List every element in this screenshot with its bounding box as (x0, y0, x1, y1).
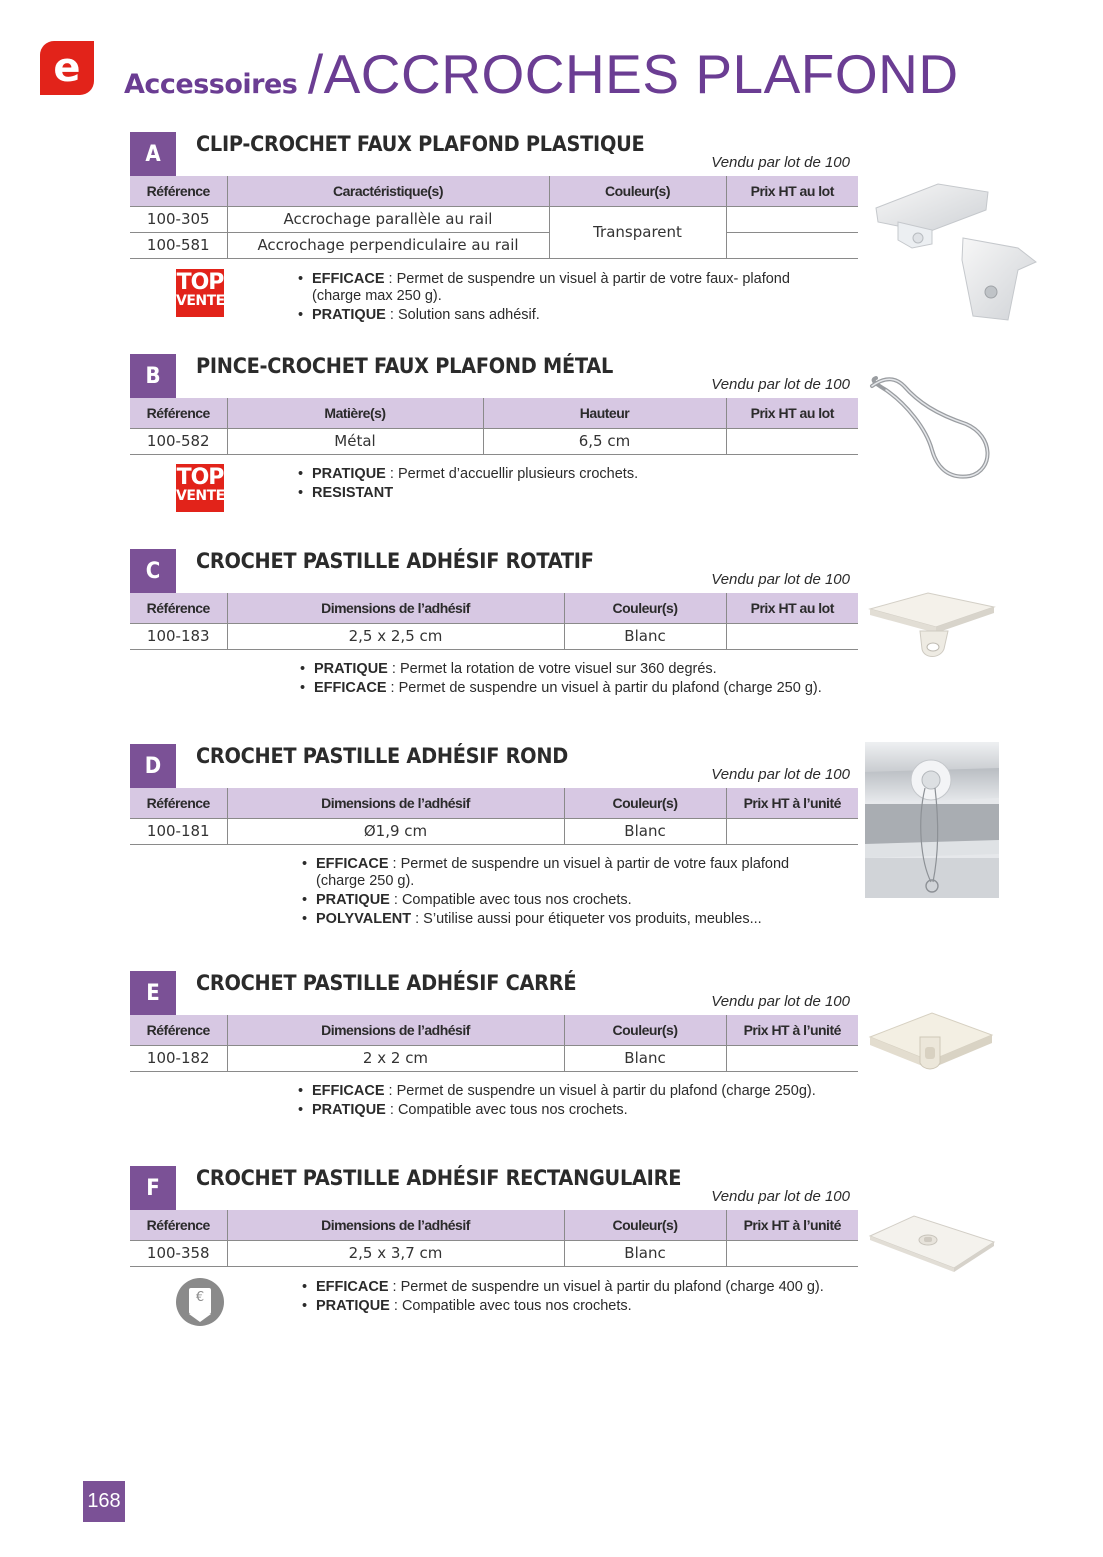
column-header: Caractéristique(s) (227, 176, 549, 206)
column-header: Hauteur (483, 398, 726, 428)
column-header: Matière(s) (227, 398, 483, 428)
badge-line-1: TOP (176, 270, 224, 295)
rotating-adhesive-hook-image (866, 587, 998, 665)
feature-list (300, 661, 822, 699)
sold-by-note: Vendu par lot de 100 (711, 1188, 850, 1205)
column-header: Référence (130, 788, 227, 818)
spec-cell: Métal (227, 428, 483, 454)
table-row (130, 623, 858, 649)
column-header: Prix HT au lot (726, 398, 858, 428)
spec-cell: 2,5 x 3,7 cm (227, 1240, 564, 1266)
feature-item: • EFFICACE : Permet de suspendre un visuel à partir de votre faux- plafond (charge max 250 g). (298, 271, 790, 305)
column-header: Prix HT à l’unité (726, 1210, 858, 1240)
section-title: CROCHET PASTILLE ADHÉSIF CARRÉ (196, 971, 577, 995)
column-header: Prix HT au lot (726, 593, 858, 623)
section-letter: B (130, 354, 176, 400)
color-cell: Transparent (549, 206, 726, 258)
table-row (130, 232, 858, 258)
product-table (130, 176, 858, 259)
reference-cell: 100-182 (130, 1045, 227, 1071)
page-title: /ACCROCHES PLAFOND (307, 43, 959, 105)
feature-item: • RESISTANT (298, 485, 638, 502)
section-letter: D (130, 744, 176, 790)
reference-cell: 100-358 (130, 1240, 227, 1266)
product-table (130, 593, 858, 650)
feature-item: • EFFICACE : Permet de suspendre un visuel à partir du plafond (charge 400 g). (302, 1279, 824, 1296)
price-cell (726, 1045, 858, 1071)
spec-cell: Accrochage perpendiculaire au rail (227, 232, 549, 258)
column-header: Couleur(s) (564, 1015, 726, 1045)
badge-line-1: TOP (176, 465, 224, 490)
top-vente-badge (176, 464, 224, 512)
price-tag-icon (176, 1278, 224, 1326)
price-cell (726, 232, 858, 258)
column-header: Couleur(s) (564, 788, 726, 818)
reference-cell: 100-181 (130, 818, 227, 844)
color-cell: Blanc (564, 623, 726, 649)
sold-by-note: Vendu par lot de 100 (711, 154, 850, 171)
product-table (130, 1015, 858, 1072)
feature-list (302, 1279, 824, 1317)
badge-line-2: VENTE (176, 293, 225, 309)
height-cell: 6,5 cm (483, 428, 726, 454)
table-row (130, 1045, 858, 1071)
brand-logo-letter: e (53, 45, 81, 91)
section-letter: F (130, 1166, 176, 1212)
table-header-row (130, 1210, 858, 1240)
color-cell: Blanc (564, 1240, 726, 1266)
feature-list (298, 1083, 816, 1121)
color-cell: Blanc (564, 818, 726, 844)
column-header: Référence (130, 176, 227, 206)
product-table (130, 1210, 858, 1267)
plastic-ceiling-clip-image (868, 170, 1043, 330)
table-header-row (130, 593, 858, 623)
table-header-row (130, 788, 858, 818)
column-header: Couleur(s) (549, 176, 726, 206)
feature-item: • PRATIQUE : Permet la rotation de votre visuel sur 360 degrés. (300, 661, 822, 678)
metal-wire-hook-image (866, 374, 998, 484)
table-row (130, 1240, 858, 1266)
feature-item: • EFFICACE : Permet de suspendre un visuel à partir de votre faux plafond (charge 250 g). (302, 856, 789, 890)
color-cell: Blanc (564, 1045, 726, 1071)
product-table (130, 788, 858, 845)
table-header-row (130, 176, 858, 206)
round-adhesive-hook-photo (865, 742, 999, 898)
price-cell (726, 1240, 858, 1266)
feature-list (298, 466, 638, 504)
column-header: Prix HT à l’unité (726, 1015, 858, 1045)
sold-by-note: Vendu par lot de 100 (711, 376, 850, 393)
feature-list (302, 856, 789, 930)
section-title: CROCHET PASTILLE ADHÉSIF ROTATIF (196, 549, 594, 573)
feature-item: • EFFICACE : Permet de suspendre un visuel à partir du plafond (charge 250 g). (300, 680, 822, 697)
page-header (124, 42, 959, 104)
rectangular-adhesive-hook-image (866, 1212, 998, 1276)
badge-line-2: VENTE (176, 488, 225, 504)
reference-cell: 100-183 (130, 623, 227, 649)
spec-cell: Accrochage parallèle au rail (227, 206, 549, 232)
price-cell (726, 818, 858, 844)
price-cell (726, 206, 858, 232)
feature-item: • PRATIQUE : Permet d’accuellir plusieurs crochets. (298, 466, 638, 483)
section-title: CLIP-CROCHET FAUX PLAFOND PLASTIQUE (196, 132, 645, 156)
feature-item: • POLYVALENT : S’utilise aussi pour étiqueter vos produits, meubles... (302, 911, 789, 928)
spec-cell: 2,5 x 2,5 cm (227, 623, 564, 649)
section-title: PINCE-CROCHET FAUX PLAFOND MÉTAL (196, 354, 614, 378)
column-header: Dimensions de l’adhésif (227, 788, 564, 818)
brand-logo (40, 41, 94, 95)
feature-item: • PRATIQUE : Compatible avec tous nos crochets. (298, 1102, 816, 1119)
square-adhesive-hook-image (866, 1007, 996, 1087)
section-letter: C (130, 549, 176, 595)
section-title: CROCHET PASTILLE ADHÉSIF ROND (196, 744, 568, 768)
column-header: Dimensions de l’adhésif (227, 1015, 564, 1045)
reference-cell: 100-582 (130, 428, 227, 454)
header-subtitle: Accessoires (124, 69, 298, 100)
section-letter: A (130, 132, 176, 178)
feature-item: • PRATIQUE : Compatible avec tous nos crochets. (302, 1298, 824, 1315)
table-row (130, 206, 858, 232)
column-header: Dimensions de l’adhésif (227, 1210, 564, 1240)
euro-symbol: € (195, 1290, 205, 1305)
column-header: Référence (130, 1015, 227, 1045)
price-cell (726, 623, 858, 649)
sold-by-note: Vendu par lot de 100 (711, 766, 850, 783)
table-row (130, 428, 858, 454)
table-header-row (130, 1015, 858, 1045)
spec-cell: Ø1,9 cm (227, 818, 564, 844)
price-cell (726, 428, 858, 454)
column-header: Prix HT à l’unité (726, 788, 858, 818)
table-header-row (130, 398, 858, 428)
column-header: Référence (130, 593, 227, 623)
column-header: Dimensions de l’adhésif (227, 593, 564, 623)
column-header: Prix HT au lot (726, 176, 858, 206)
feature-list (298, 271, 790, 326)
column-header: Couleur(s) (564, 593, 726, 623)
top-vente-badge (176, 269, 224, 317)
column-header: Référence (130, 1210, 227, 1240)
section-title: CROCHET PASTILLE ADHÉSIF RECTANGULAIRE (196, 1166, 682, 1190)
column-header: Couleur(s) (564, 1210, 726, 1240)
page-number: 168 (83, 1481, 125, 1522)
column-header: Référence (130, 398, 227, 428)
sold-by-note: Vendu par lot de 100 (711, 993, 850, 1010)
section-letter: E (130, 971, 176, 1017)
feature-item: • EFFICACE : Permet de suspendre un visuel à partir du plafond (charge 250g). (298, 1083, 816, 1100)
feature-item: • PRATIQUE : Solution sans adhésif. (298, 307, 790, 324)
table-row (130, 818, 858, 844)
reference-cell: 100-305 (130, 206, 227, 232)
sold-by-note: Vendu par lot de 100 (711, 571, 850, 588)
reference-cell: 100-581 (130, 232, 227, 258)
spec-cell: 2 x 2 cm (227, 1045, 564, 1071)
product-table (130, 398, 858, 455)
feature-item: • PRATIQUE : Compatible avec tous nos crochets. (302, 892, 789, 909)
